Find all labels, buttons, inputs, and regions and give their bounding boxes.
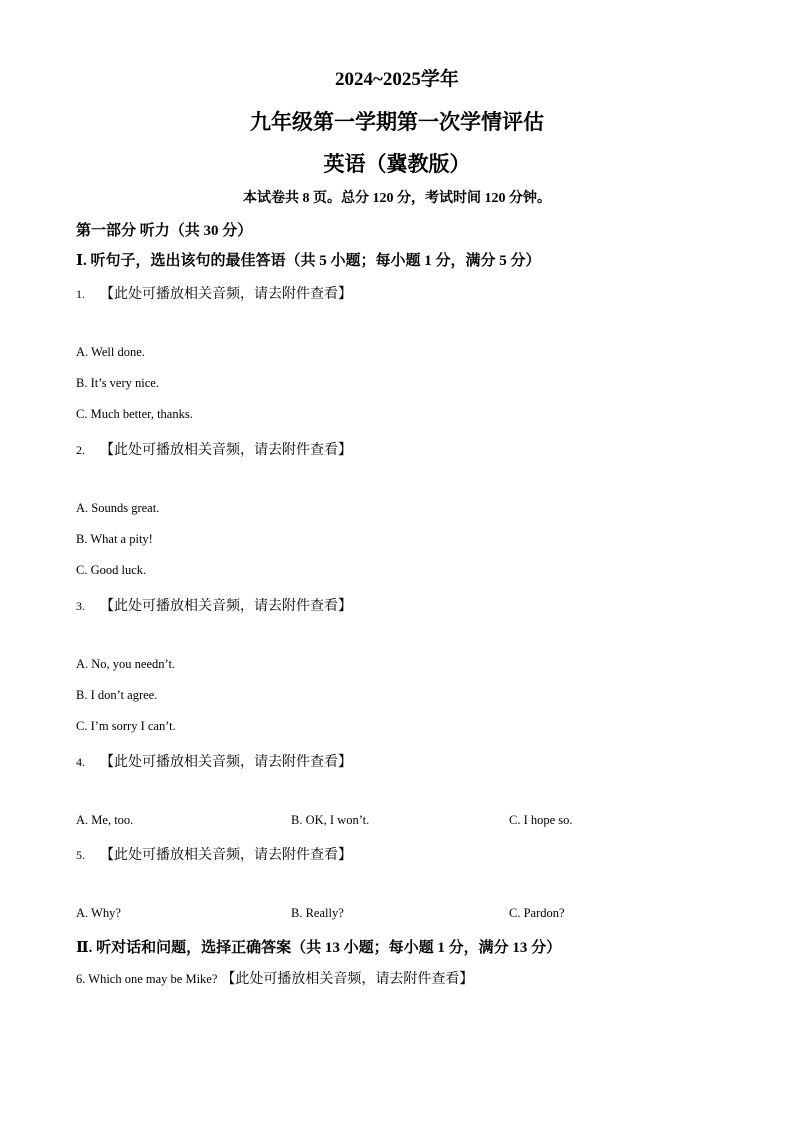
option-4c: C. I hope so. <box>509 813 573 827</box>
question-number: 2. <box>76 443 85 457</box>
audio-note: 【此处可播放相关音频，请去附件查看】 <box>100 599 352 614</box>
question-number: 4. <box>76 755 85 769</box>
question-number: 1. <box>76 287 85 301</box>
option-2b: B. What a pity! <box>76 532 153 546</box>
question-text: 6. Which one may be Mike? <box>76 972 218 986</box>
audio-note: 【此处可播放相关音频，请去附件查看】 <box>100 443 352 458</box>
question-4 <box>76 751 352 771</box>
section2-title: Ⅱ. 听对话和问题，选择正确答案（共 13 小题；每小题 1 分，满分 13 分） <box>76 940 562 956</box>
option-4a: A. Me, too. <box>76 813 134 827</box>
option-2c: C. Good luck. <box>76 563 147 577</box>
option-3a: A. No, you needn’t. <box>76 657 176 671</box>
school-year: 2024~2025学年 <box>335 69 459 90</box>
audio-note: 【此处可播放相关音频，请去附件查看】 <box>100 848 352 863</box>
exam-info: 本试卷共 8 页。总分 120 分，考试时间 120 分钟。 <box>243 191 551 206</box>
section1-title: Ⅰ. 听句子，选出该句的最佳答语（共 5 小题；每小题 1 分，满分 5 分） <box>76 253 541 269</box>
question-5 <box>76 844 352 864</box>
audio-note: 【此处可播放相关音频，请去附件查看】 <box>221 972 474 987</box>
audio-note: 【此处可播放相关音频，请去附件查看】 <box>100 287 352 302</box>
option-2a: A. Sounds great. <box>76 501 160 515</box>
question-1 <box>76 283 352 303</box>
audio-note: 【此处可播放相关音频，请去附件查看】 <box>100 755 352 770</box>
subject-title: 英语（冀教版） <box>323 152 471 176</box>
exam-title: 九年级第一学期第一次学情评估 <box>250 110 544 134</box>
option-1c: C. Much better, thanks. <box>76 407 193 421</box>
question-2 <box>76 439 352 459</box>
question-number: 3. <box>76 599 85 613</box>
question-6 <box>76 968 473 988</box>
question-3 <box>76 595 352 615</box>
option-3b: B. I don’t agree. <box>76 688 158 702</box>
option-1b: B. It’s very nice. <box>76 376 159 390</box>
option-5a: A. Why? <box>76 906 121 920</box>
option-5c: C. Pardon? <box>509 906 565 920</box>
option-5b: B. Really? <box>291 906 344 920</box>
option-1a: A. Well done. <box>76 345 145 359</box>
question-number: 5. <box>76 848 85 862</box>
part1-title: 第一部分 听力（共 30 分） <box>76 223 253 239</box>
option-4b: B. OK, I won’t. <box>291 813 370 827</box>
option-3c: C. I’m sorry I can’t. <box>76 719 176 733</box>
